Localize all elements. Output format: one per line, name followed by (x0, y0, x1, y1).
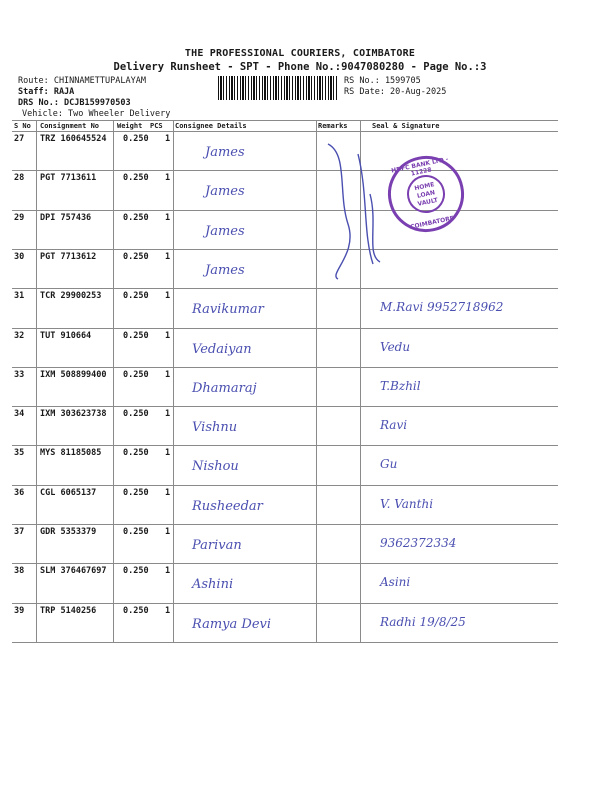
row-rule (12, 524, 558, 525)
row-consignee-signature: Dhamaraj (192, 380, 257, 396)
row-rule (12, 642, 558, 643)
row-weight: 0.250 (123, 409, 149, 420)
row-consignment-no: PGT 7713611 (40, 173, 97, 184)
row-weight: 0.250 (123, 448, 149, 459)
row-weight: 0.250 (123, 527, 149, 537)
col-header-weight: Weight (117, 122, 143, 130)
row-pcs: 1 (165, 134, 171, 144)
row-consignee-signature: Ramya Devi (192, 616, 272, 632)
row-consignee-signature: Ravikumar (192, 302, 264, 318)
row-pcs: 1 (165, 251, 171, 262)
row-rule (12, 603, 558, 604)
row-consignee-signature: James (205, 223, 245, 239)
row-consignment-no: GDR 5353379 (40, 527, 97, 537)
runsheet-title: THE PROFESSIONAL COURIERS, COIMBATORE (184, 48, 416, 59)
row-receiver-signature: V. Vanthi (380, 496, 434, 511)
row-pcs: 1 (165, 330, 171, 341)
row-rule (12, 485, 558, 486)
row-pcs: 1 (165, 409, 171, 420)
col-header-seal: Seal & Signature (372, 122, 440, 130)
row-sno: 32 (14, 330, 25, 341)
row-weight: 0.250 (123, 487, 149, 498)
stamp-ring-top: HDFC BANK LTD - 11228 (390, 155, 449, 178)
row-pcs: 1 (165, 173, 171, 184)
row-sno: 35 (14, 448, 25, 459)
row-consignee-signature: Vishnu (192, 420, 238, 436)
col-header-consignment: Consignment No (40, 122, 100, 130)
stamp-ring-bottom: COIMBATORE (409, 214, 455, 231)
row-weight: 0.250 (123, 251, 149, 262)
col-header-consignee: Consignee Details (175, 122, 247, 130)
row-receiver-signature: Radhi 19/8/25 (380, 614, 466, 629)
row-rule (12, 170, 558, 171)
row-pcs: 1 (165, 487, 171, 498)
row-consignee-signature: Parivan (192, 538, 242, 553)
row-consignment-no: MYS 81185085 (40, 448, 102, 459)
row-consignee-signature: Rusheedar (192, 498, 263, 514)
row-consignee-signature: James (205, 262, 245, 278)
row-sno: 36 (14, 487, 25, 498)
staff-label: Staff: RAJA (18, 87, 75, 97)
row-pcs: 1 (165, 369, 171, 380)
col-header-sno: S No (14, 122, 31, 130)
row-sno: 30 (14, 251, 25, 262)
row-consignment-no: TRZ 160645524 (40, 134, 107, 144)
stamp-center: HOME LOAN VAULT (403, 171, 448, 216)
row-weight: 0.250 (123, 369, 149, 380)
row-receiver-signature: T.Bzhil (380, 378, 421, 393)
row-sno: 37 (14, 527, 25, 537)
row-consignee-signature: Nishou (192, 459, 239, 475)
runsheet-subtitle: Delivery Runsheet - SPT - Phone No.:9047080280 - Page No.:3 (113, 61, 487, 73)
rs-date: RS Date: 20-Aug-2025 (344, 87, 447, 97)
row-sno: 39 (14, 605, 25, 616)
row-rule (12, 210, 558, 211)
row-weight: 0.250 (123, 212, 149, 223)
row-consignment-no: TUT 910664 (40, 330, 92, 341)
vehicle-label: Vehicle: Two Wheeler Delivery (22, 109, 171, 119)
row-sno: 27 (14, 134, 25, 144)
row-consignment-no: DPI 757436 (40, 212, 92, 223)
row-pcs: 1 (165, 605, 171, 616)
row-consignee-signature: Ashini (192, 577, 234, 593)
signature-scrawl (318, 134, 388, 284)
rs-number: RS No.: 1599705 (344, 76, 421, 86)
drs-number: DRS No.: DCJB159970503 (18, 98, 131, 108)
row-weight: 0.250 (123, 134, 149, 144)
row-sno: 38 (14, 566, 25, 577)
barcode (218, 76, 338, 100)
row-rule (12, 406, 558, 407)
row-consignment-no: PGT 7713612 (40, 251, 97, 262)
row-weight: 0.250 (123, 291, 149, 302)
row-rule (12, 328, 558, 329)
row-rule (12, 249, 558, 250)
row-pcs: 1 (165, 291, 171, 302)
row-sno: 29 (14, 212, 25, 223)
row-pcs: 1 (165, 448, 171, 459)
row-sno: 33 (14, 369, 25, 380)
row-consignment-no: TRP 5140256 (40, 605, 97, 616)
col-header-remarks: Remarks (318, 122, 348, 130)
row-weight: 0.250 (123, 566, 149, 577)
row-consignment-no: SLM 376467697 (40, 566, 107, 577)
col-header-pcs: PCS (150, 122, 163, 130)
row-receiver-signature: Ravi (380, 418, 408, 433)
row-rule (12, 563, 558, 564)
row-sno: 31 (14, 291, 25, 302)
row-receiver-signature: Vedu (380, 339, 411, 354)
table-top-rule (12, 120, 558, 121)
row-consignee-signature: James (205, 145, 245, 160)
row-rule (12, 367, 558, 368)
row-receiver-signature: 9362372334 (380, 536, 457, 550)
row-pcs: 1 (165, 527, 171, 537)
row-receiver-signature: M.Ravi 9952718962 (380, 300, 504, 315)
row-pcs: 1 (165, 212, 171, 223)
row-sno: 34 (14, 409, 25, 420)
row-weight: 0.250 (123, 330, 149, 341)
row-rule (12, 288, 558, 289)
route-label: Route: CHINNAMETTUPALAYAM (18, 76, 146, 86)
bank-seal-stamp (381, 149, 471, 239)
row-sno: 28 (14, 173, 25, 184)
row-consignee-signature: Vedaiyan (192, 341, 252, 357)
row-weight: 0.250 (123, 605, 149, 616)
row-receiver-signature: Gu (380, 457, 398, 472)
row-consignment-no: CGL 6065137 (40, 487, 97, 498)
row-consignment-no: TCR 29900253 (40, 291, 102, 302)
row-receiver-signature: Asini (380, 575, 411, 590)
row-pcs: 1 (165, 566, 171, 577)
row-consignment-no: IXM 303623738 (40, 409, 107, 420)
row-consignment-no: IXM 508899400 (40, 369, 107, 380)
row-weight: 0.250 (123, 173, 149, 184)
row-consignee-signature: James (205, 184, 245, 200)
header-bottom-rule (12, 131, 558, 132)
row-rule (12, 445, 558, 446)
